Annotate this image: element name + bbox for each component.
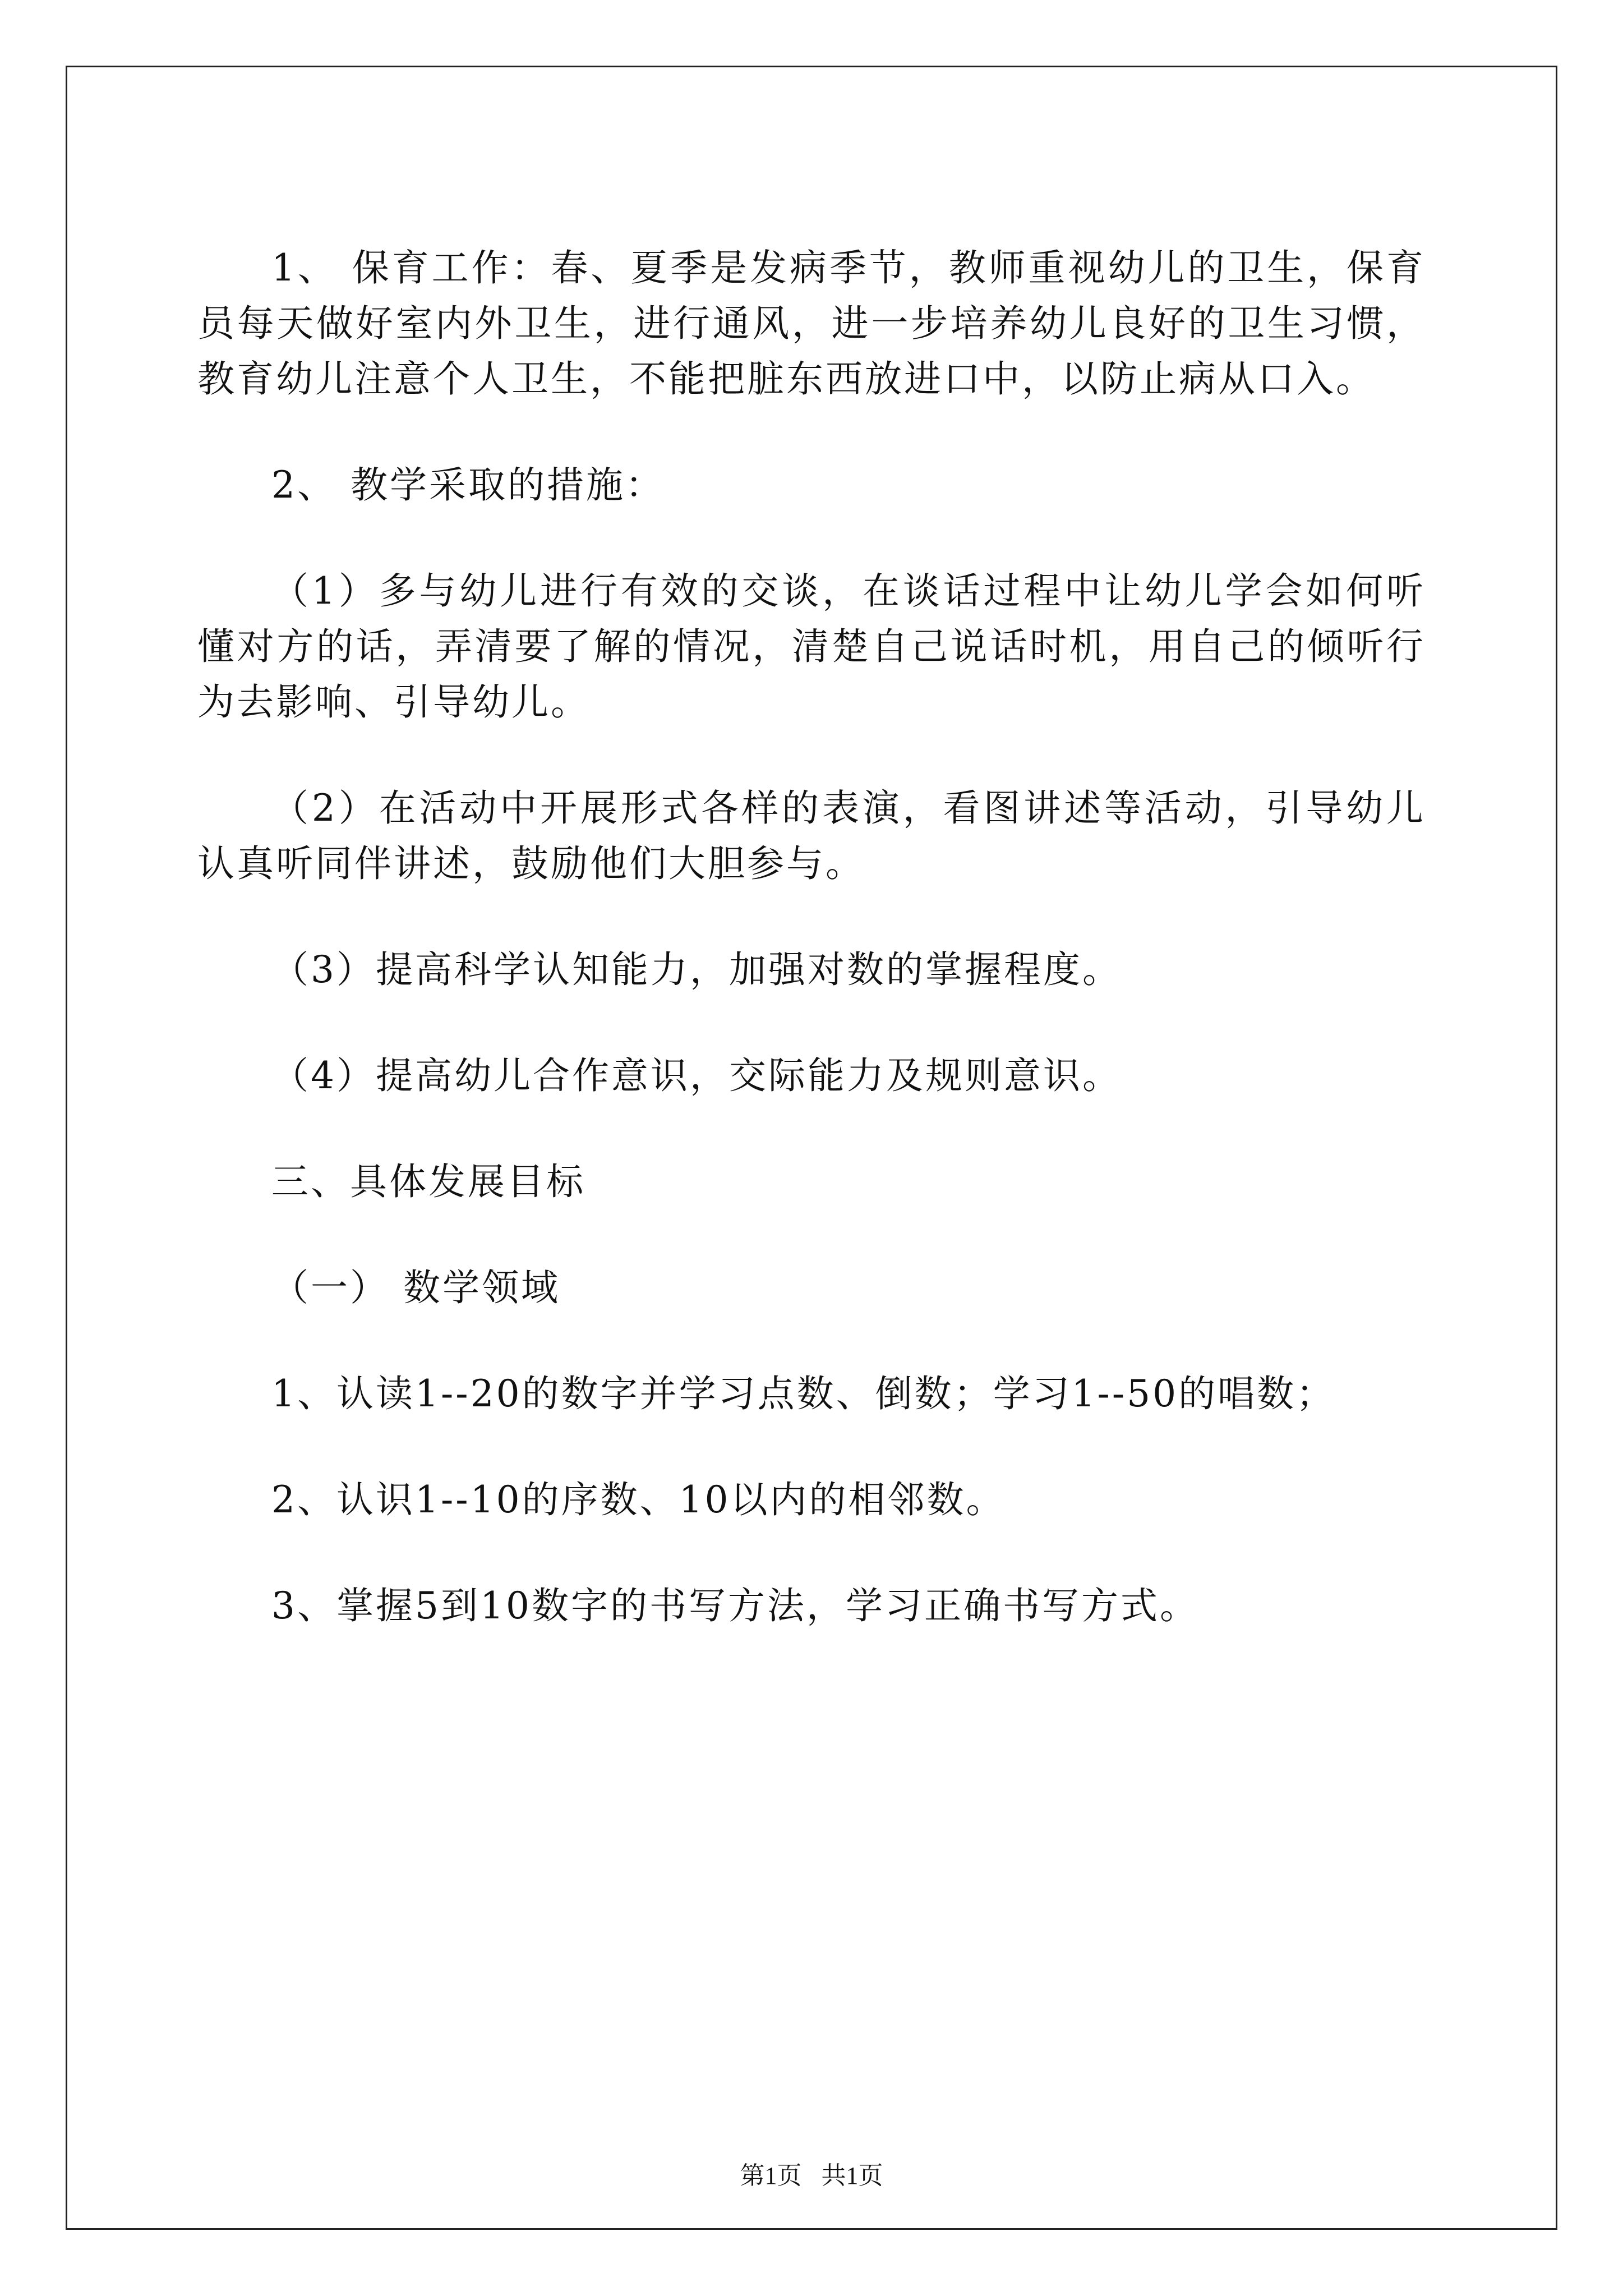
paragraph: （4）提高幼儿合作意识，交际能力及规则意识。 xyxy=(271,1054,1122,1097)
page-footer xyxy=(0,2155,1623,2191)
section-heading: 三、具体发展目标 xyxy=(271,1160,585,1203)
document-body xyxy=(197,215,1426,1659)
paragraph: （3）提高科学认知能力，加强对数的掌握程度。 xyxy=(271,948,1122,991)
page-number: 第1页 xyxy=(740,2162,802,2189)
paragraph: （2）在活动中开展形式各样的表演，看图讲述等活动，引导幼儿认真听同伴讲述，鼓励他们大胆参与。 xyxy=(197,786,1426,885)
paragraph: （1）多与幼儿进行有效的交谈，在谈话过程中让幼儿学会如何听懂对方的话，弄清要了解的情况，清楚自己说话时机，用自己的倾听行为去影响、引导幼儿。 xyxy=(197,569,1426,724)
page-total: 共1页 xyxy=(821,2162,883,2189)
list-item: 3、掌握5到10数字的书写方法，学习正确书写方式。 xyxy=(271,1584,1199,1627)
list-item: 1、认读1--20的数字并学习点数、倒数；学习1--50的唱数； xyxy=(271,1372,1336,1415)
paragraph: 1、 保育工作：春、夏季是发病季节，教师重视幼儿的卫生，保育员每天做好室内外卫生，进行通风，进一步培养幼儿良好的卫生习惯，教育幼儿注意个人卫生，不能把脏东西放进口中，以防止病从口入。 xyxy=(197,246,1426,401)
list-item: 2、认识1--10的序数、10以内的相邻数。 xyxy=(271,1478,1006,1521)
subsection-heading: （一） 数学领域 xyxy=(271,1266,560,1309)
paragraph: 2、 教学采取的措施： xyxy=(271,463,665,507)
